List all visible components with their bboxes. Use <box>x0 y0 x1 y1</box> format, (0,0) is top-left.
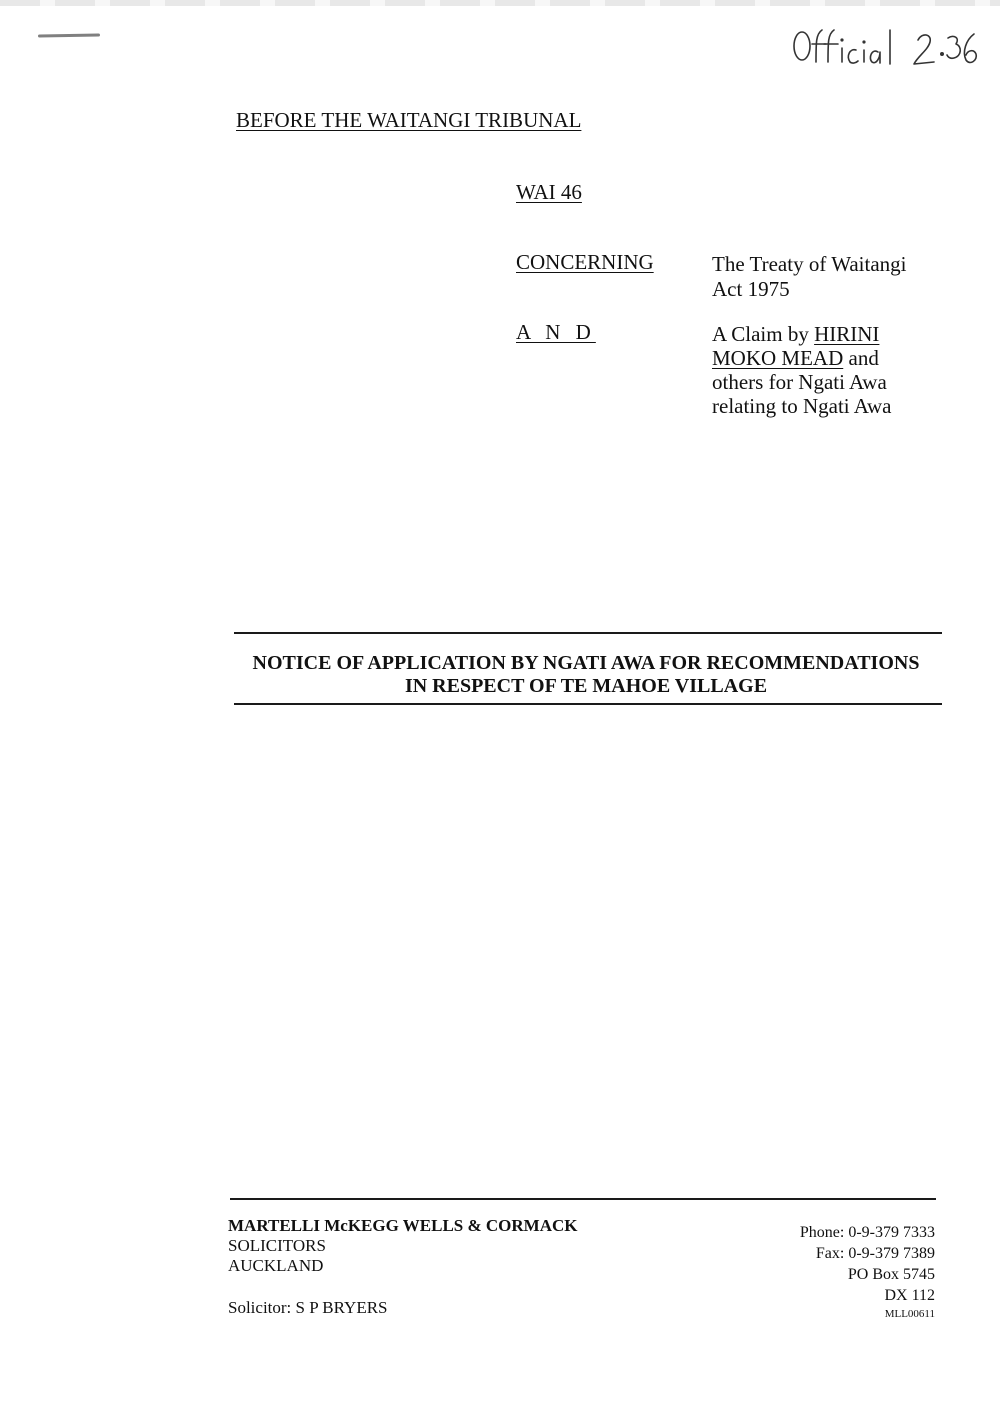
claim-prefix: A Claim by <box>712 322 815 346</box>
scan-edge-artifact <box>0 0 1000 6</box>
contact-block <box>700 1222 935 1322</box>
fax-number: Fax: 0-9-379 7389 <box>815 1245 935 1262</box>
claim-line: relating to Ngati Awa <box>712 394 892 418</box>
firm-name: MARTELLI McKEGG WELLS & CORMACK <box>228 1216 578 1235</box>
footer-rule <box>230 1198 936 1200</box>
claim-line: others for Ngati Awa <box>712 370 887 394</box>
reference-code: MLL00611 <box>884 1308 935 1320</box>
case-number: WAI 46 <box>516 180 582 204</box>
title-line: IN RESPECT OF TE MAHOE VILLAGE <box>404 675 768 697</box>
claimant-name: HIRINI <box>814 322 880 346</box>
concerning-line: The Treaty of Waitangi <box>712 252 907 276</box>
claim-value <box>712 322 942 418</box>
firm-role: SOLICITORS <box>228 1236 326 1255</box>
phone-number: Phone: 0-9-379 7333 <box>799 1224 935 1241</box>
firm-block <box>228 1216 578 1276</box>
title-rule-top <box>234 632 942 634</box>
concerning-line: Act 1975 <box>712 277 790 301</box>
handwritten-annotation <box>790 22 980 72</box>
concerning-value <box>712 252 942 302</box>
court-heading: BEFORE THE WAITANGI TRIBUNAL <box>236 108 582 132</box>
po-box: PO Box 5745 <box>847 1266 935 1283</box>
claim-line <box>712 346 942 370</box>
firm-city: AUCKLAND <box>228 1256 324 1275</box>
and-label: A N D <box>516 320 596 344</box>
document-title <box>232 652 940 698</box>
claim-line <box>712 322 942 346</box>
scan-mark <box>38 33 100 37</box>
solicitor-name: Solicitor: S P BRYERS <box>228 1298 388 1317</box>
claimant-name: MOKO MEAD <box>712 346 844 370</box>
title-rule-bottom <box>234 703 942 705</box>
claim-suffix: and <box>843 346 879 370</box>
dx-number: DX 112 <box>884 1287 935 1304</box>
title-line: NOTICE OF APPLICATION BY NGATI AWA FOR RECOMMENDATIONS <box>252 652 920 674</box>
concerning-label: CONCERNING <box>516 250 654 274</box>
